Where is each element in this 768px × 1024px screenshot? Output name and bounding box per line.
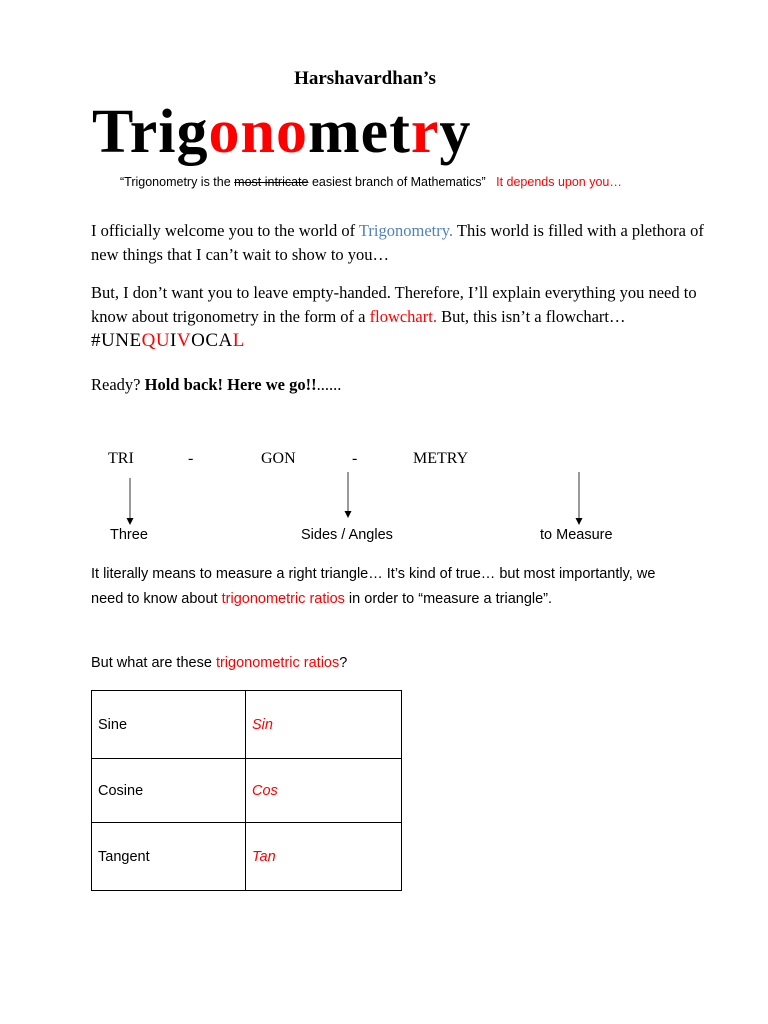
hashtag-letter: # — [91, 330, 101, 351]
arrow-gon — [345, 472, 352, 518]
etym-part-gon: GON — [261, 450, 296, 467]
title-letter: n — [240, 98, 277, 166]
hashtag-letter: A — [218, 330, 233, 351]
hashtag-letter: E — [129, 330, 142, 351]
title-letter: t — [389, 98, 411, 166]
meaning-text: It literally means to measure a right triangle… It’s kind of true… but most importantly, we need to know about — [91, 566, 656, 607]
etym-part-metry: METRY — [413, 450, 469, 467]
ratio-name: Sine — [92, 691, 246, 759]
ratio-name: Tangent — [92, 823, 246, 891]
ratio-name: Cosine — [92, 759, 246, 823]
flowchart-highlight: flowchart. — [369, 307, 437, 326]
hashtag-letter: U — [155, 330, 171, 351]
flowchart-text: But, I don’t want you to leave empty-handed. Therefore, I’ll explain everything you need to know about trigonometry in the form of a — [91, 283, 697, 326]
hashtag-letter: I — [170, 330, 177, 351]
title-letter: T — [92, 98, 130, 166]
title-letter: m — [308, 98, 361, 166]
question-mark: ? — [339, 655, 348, 671]
meaning-paragraph — [91, 562, 691, 612]
title-letter: y — [439, 98, 472, 166]
title-letter: r — [410, 98, 440, 166]
flowchart-text-end: But, this isn’t a flowchart… — [436, 307, 626, 326]
table-row — [92, 823, 402, 891]
welcome-text-end: This world is filled with a plethora of new things that I can’t wait to show to you… — [91, 221, 704, 264]
etym-part-tri: TRI — [108, 450, 134, 467]
ratio-abbr: Tan — [246, 823, 402, 891]
arrow-tri — [127, 478, 134, 525]
etym-dash-1: - — [188, 450, 194, 467]
quote-text-start: “Trigonometry is the — [120, 175, 235, 189]
hashtag-letter: C — [205, 330, 219, 351]
ratio-abbr: Cos — [246, 759, 402, 823]
hashtag-letter: V — [176, 330, 192, 351]
arrow-metry — [576, 472, 583, 525]
meaning-text-end: in order to “measure a triangle”. — [344, 591, 553, 607]
quote-text-end: easiest branch of Mathematics” — [308, 175, 486, 189]
table-row — [92, 759, 402, 823]
welcome-text: I officially welcome you to the world of — [91, 221, 359, 240]
title-letter: i — [158, 98, 177, 166]
ready-ellipsis: ...... — [316, 375, 342, 394]
trigonometry-highlight: Trigonometry. — [358, 221, 454, 240]
hashtag-letter: U — [101, 330, 116, 351]
etym-dash-2: - — [352, 450, 358, 467]
hashtag-letter: L — [232, 330, 245, 351]
hashtag-letter: Q — [141, 330, 156, 351]
meaning-sides-angles: Sides / Angles — [301, 527, 393, 543]
ratios-highlight: trigonometric ratios — [221, 591, 345, 607]
hashtag-letter: O — [191, 330, 206, 351]
ratio-table — [91, 690, 402, 891]
table-row — [92, 691, 402, 759]
author-heading: Harshavardhan’s — [294, 68, 436, 89]
title-letter: e — [360, 98, 390, 166]
quote-note: It depends upon you… — [496, 175, 622, 189]
title-letter: r — [129, 98, 159, 166]
quote-struck-text: most intricate — [234, 175, 309, 189]
ready-bold-text: Hold back! Here we go!! — [144, 375, 317, 394]
title-letter: o — [276, 98, 309, 166]
question-highlight: trigonometric ratios — [215, 655, 340, 671]
question-paragraph — [91, 651, 691, 676]
ratio-abbr: Sin — [246, 691, 402, 759]
title-letter: o — [208, 98, 241, 166]
title-letter: g — [176, 98, 209, 166]
meaning-three: Three — [110, 527, 148, 543]
question-text: But what are these — [91, 655, 216, 671]
ready-text: Ready? — [91, 375, 145, 394]
hashtag-letter: N — [115, 330, 130, 351]
meaning-to-measure: to Measure — [540, 527, 613, 543]
